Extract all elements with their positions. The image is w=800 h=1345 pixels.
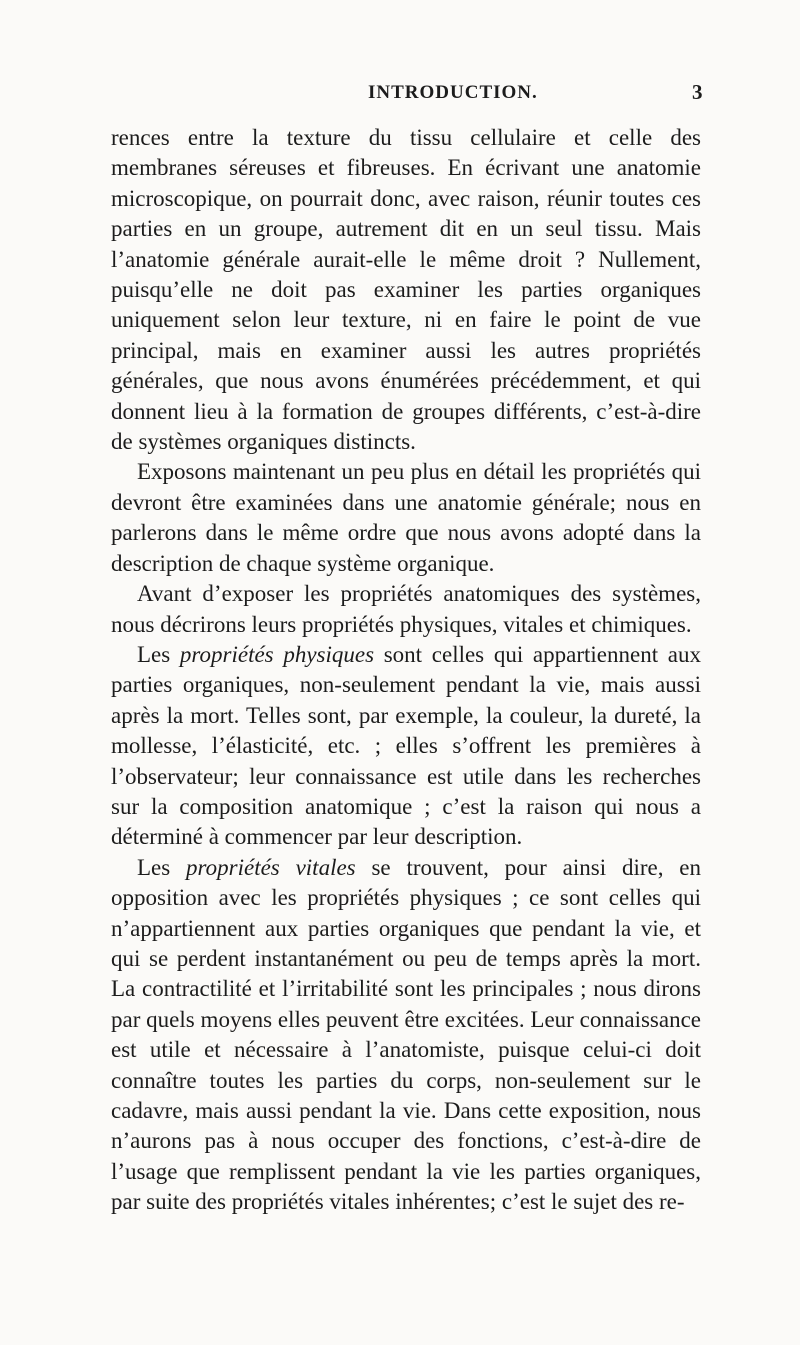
page-header xyxy=(0,82,800,112)
paragraph-continuation: rences entre la texture du tissu cellulaire et celle des membranes séreuses et fibreuses. En écrivant une anatomie microscopique, on pourrait donc, avec raison, réunir toutes ces parties en un groupe, autrement dit en un seul tissu. Mais l’anatomie générale aurait-elle le même droit ? Nullement, puisqu’elle ne doit pas examiner les parties organiques uniquement selon leur texture, ni en faire le point de vue principal, mais en examiner aussi les autres propriétés générales, que nous avons énumérées précédemment, et qui donnent lieu à la formation de groupes différents, c’est-à-dire de systèmes organiques distincts. xyxy=(111,125,701,455)
paragraph-body: sont celles qui appartiennent aux parties organiques, non-seulement pendant la vie, mais aussi après la mort. Telles sont, par exemple, la couleur, la dureté, la mollesse, l’élasticité, etc. ; elles s’offrent les premières à l’observateur; leur connaissance est utile dans les recherches sur la composition anatomique ; c’est la raison qui nous a déterminé à commencer par leur description. xyxy=(111,641,701,850)
paragraph-physical-properties xyxy=(111,640,701,853)
paragraph-before-anatomical: Avant d’exposer les propriétés anatomiques des systèmes, nous décrirons leurs propriétés physiques, vitales et chimiques. xyxy=(111,581,701,637)
body-text xyxy=(111,123,701,1218)
term-vital-properties: propriétés vitales xyxy=(186,854,356,880)
term-physical-properties: propriétés physiques xyxy=(179,641,375,667)
page-number: 3 xyxy=(692,80,703,104)
paragraph-lead: Les xyxy=(137,854,187,880)
paragraph-lead: Les xyxy=(137,641,180,667)
paragraph-body: se trouvent, pour ainsi dire, en opposition avec les propriétés physiques ; ce sont celles qui n’appartiennent aux parties organiques que pendant la vie, et qui se perdent instantanément ou peu de temps après la mort. La contractilité et l’irritabilité sont les principales ; nous dirons par quels moyens elles peuvent être excitées. Leur connaissance est utile et nécessaire à l’anatomiste, puisque celui-ci doit connaître toutes les parties du corps, non-seulement sur le cadavre, mais aussi pendant la vie. Dans cette exposition, nous n’aurons pas à nous occuper des fonctions, c’est-à-dire de l’usage que remplissent pendant la vie les parties organiques, par suite des propriétés vitales inhérentes; c’est le sujet des re- xyxy=(111,854,702,1215)
running-head: INTRODUCTION. xyxy=(368,82,538,103)
paragraph-vital-properties xyxy=(111,853,701,1218)
paragraph-properties-overview: Exposons maintenant un peu plus en détail les propriétés qui devront être examinées dans une anatomie générale; nous en parlerons dans le même ordre que nous avons adopté dans la description de chaque système organique. xyxy=(111,459,701,576)
